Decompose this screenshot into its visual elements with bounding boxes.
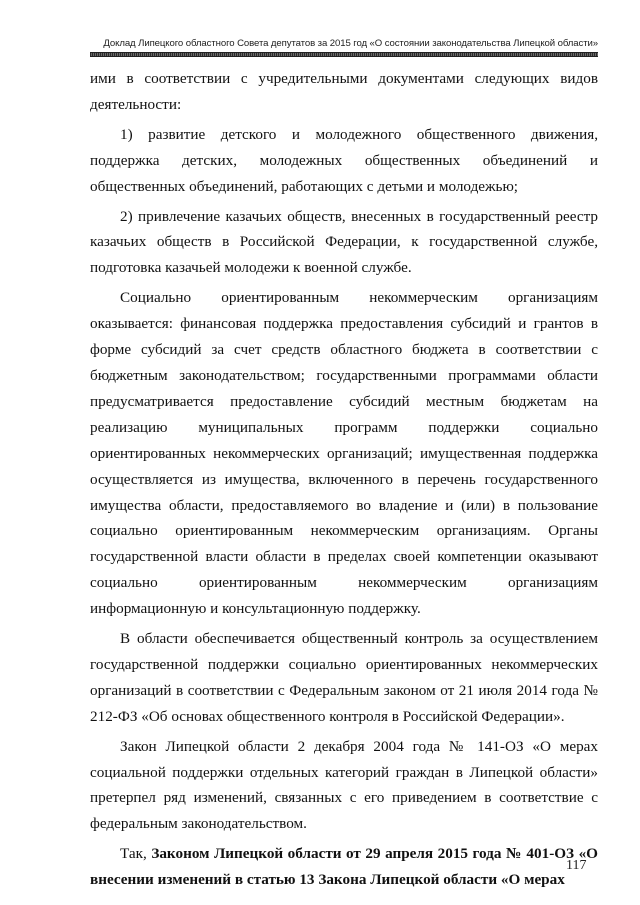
body-text [90,66,598,897]
paragraph-5: В области обеспечивается общественный контроль за осуществлением государственной поддержки социально ориентированных некоммерческих организаций в соответствии с Федеральным законом от 21 июля 2014 года № 212-ФЗ «Об основах общественного контроля в Российской Федерации». [90,630,598,725]
header-rule [90,52,598,57]
paragraph-7 [90,841,598,893]
paragraph-7-lead: Так, [120,845,152,863]
paragraph-3: 2) привлечение казачьих обществ, внесенных в государственный реестр казачьих обществ в Российской Федерации, к государственной службе, подготовка казачьей молодежи к военной службе. [90,207,598,277]
paragraph-2: 1) развитие детского и молодежного общественного движения, поддержка детских, молодежных общественных объединений и общественных объединений, работающих с детьми и молодежью; [90,125,598,195]
page-number: 117 [566,858,587,873]
running-header: Доклад Липецкого областного Совета депутатов за 2015 год «О состоянии законодательства Липецкой области» [103,38,598,49]
paragraph-1: ими в соответствии с учредительными документами следующих видов деятельности: [90,70,598,113]
paragraph-6: Закон Липецкой области 2 декабря 2004 года № 141-ОЗ «О мерах социальной поддержки отдельных категорий граждан в Липецкой области» претерпел ряд изменений, связанных с его приведением в соответствие с федеральным законодательством. [90,737,598,833]
paragraph-4: Социально ориентированным некоммерческим организациям оказывается: финансовая поддержка предоставления субсидий и грантов в форме субсидий за счет средств областного бюджета в соответствии с бюджетным законодательством; государственными программами области предусматривается предоставление субсидий местным бюджетам на реализацию муниципальных программ поддержки социально ориентированных некоммерческих организаций; имущественная поддержка осуществляется из имущества, включенного в перечень государственного имущества области, предоставляемого во владение и (или) в пользование социально ориентированным некоммерческим организациям. Органы государственной власти области в пределах своей компетенции оказывают социально ориентированным некоммерческим организациям информационную и консультационную поддержку. [90,289,598,618]
paragraph-7-bold: Законом Липецкой области от 29 апреля 2015 года № 401-ОЗ «О внесении изменений в статью 13 Закона Липецкой области «О мерах [90,845,598,889]
